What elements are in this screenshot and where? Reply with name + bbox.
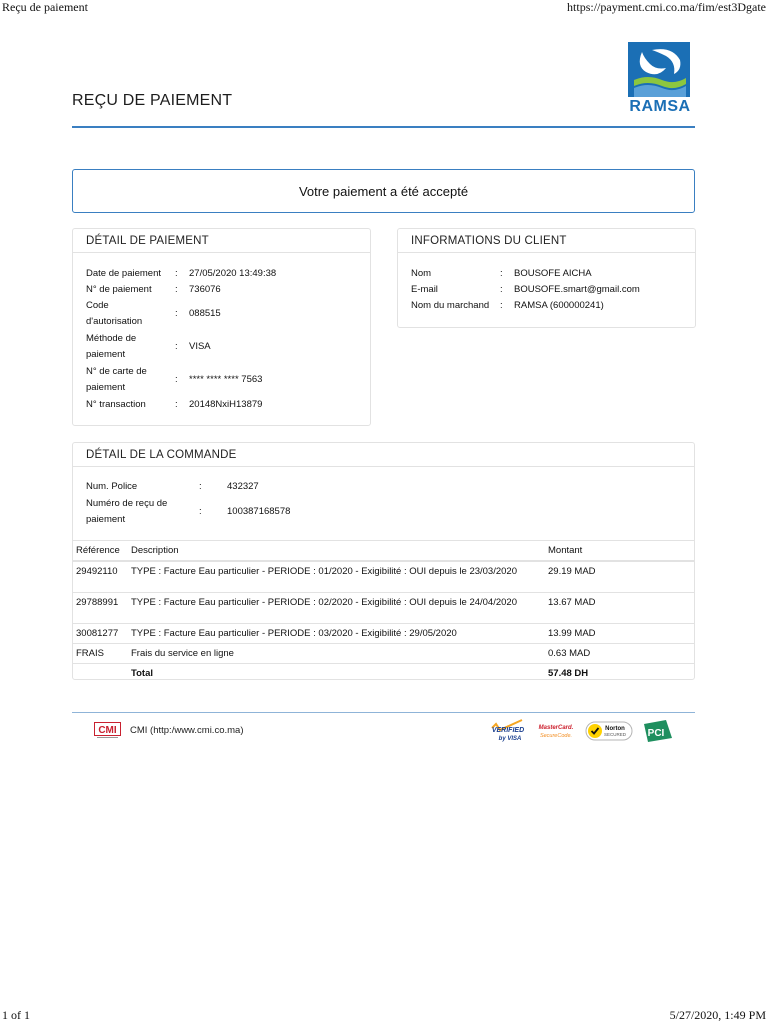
row-label: Num. Police bbox=[86, 481, 138, 492]
row-colon: : bbox=[199, 506, 202, 517]
pci-text: PCI bbox=[647, 728, 665, 739]
print-datetime: 5/27/2020, 1:49 PM bbox=[669, 1008, 766, 1022]
row-label: Nom du marchand bbox=[411, 300, 490, 311]
row-label: Nom bbox=[411, 268, 432, 279]
client-info-list bbox=[411, 266, 691, 318]
row-label-cont: paiement bbox=[86, 382, 126, 393]
cell-amount: 13.67 MAD bbox=[548, 597, 596, 608]
cell-desc: Frais du service en ligne bbox=[131, 648, 234, 659]
row-colon: : bbox=[175, 308, 178, 319]
cmi-link[interactable]: CMI (http:/www.cmi.co.ma) bbox=[130, 725, 244, 736]
client-row-merchant bbox=[411, 298, 691, 314]
order-table bbox=[72, 540, 695, 683]
row-value: 736076 bbox=[189, 284, 221, 295]
order-row-receipt bbox=[86, 496, 386, 528]
row-label: N° de paiement bbox=[86, 284, 152, 295]
ramsa-logo-text: RAMSA bbox=[629, 98, 691, 115]
row-label-cont: paiement bbox=[86, 349, 126, 360]
cell-amount: 13.99 MAD bbox=[548, 628, 596, 639]
cell-amount: 0.63 MAD bbox=[548, 648, 591, 659]
payment-row-method bbox=[86, 331, 366, 363]
mastercard-securecode-badge bbox=[537, 718, 575, 744]
row-value: BOUSOFE.smart@gmail.com bbox=[514, 284, 640, 295]
cell-ref: 29788991 bbox=[76, 597, 119, 608]
securecode-text: SecureCode. bbox=[539, 733, 573, 739]
row-value: RAMSA (600000241) bbox=[514, 300, 604, 311]
payment-row-transaction bbox=[86, 397, 366, 413]
order-detail-title: DÉTAIL DE LA COMMANDE bbox=[73, 443, 694, 467]
payment-row-auth-code bbox=[86, 298, 366, 330]
cell-ref: FRAIS bbox=[76, 648, 104, 659]
by-visa-text: by VISA bbox=[498, 736, 522, 742]
row-label-cont: d'autorisation bbox=[86, 316, 143, 327]
row-colon: : bbox=[175, 341, 178, 352]
total-value: 57.48 DH bbox=[548, 668, 589, 679]
page-title: REÇU DE PAIEMENT bbox=[72, 92, 233, 109]
norton-secured-badge bbox=[585, 718, 633, 744]
table-total-row bbox=[72, 663, 695, 683]
cell-amount: 29.19 MAD bbox=[548, 566, 596, 577]
pci-badge bbox=[642, 718, 674, 744]
mastercard-text: MasterCard. bbox=[538, 725, 574, 731]
row-value: 088515 bbox=[189, 308, 221, 319]
payment-row-date bbox=[86, 266, 366, 282]
footer-divider bbox=[72, 712, 695, 713]
verified-text: VERIFIED bbox=[491, 727, 525, 734]
total-label: Total bbox=[131, 668, 153, 679]
cmi-logo bbox=[94, 722, 121, 739]
table-header-row bbox=[72, 540, 695, 560]
row-value: 432327 bbox=[227, 481, 259, 492]
row-value: **** **** **** 7563 bbox=[189, 374, 263, 385]
norton-text: Norton bbox=[605, 726, 625, 732]
order-info-list bbox=[86, 479, 386, 531]
status-message: Votre paiement a été accepté bbox=[298, 183, 469, 199]
ramsa-logo bbox=[628, 42, 692, 116]
row-colon: : bbox=[500, 268, 503, 279]
table-row bbox=[72, 560, 695, 592]
client-info-title: INFORMATIONS DU CLIENT bbox=[398, 229, 695, 253]
row-label: Méthode de bbox=[86, 333, 137, 344]
cell-desc: TYPE : Facture Eau particulier - PERIODE : 01/2020 - Exigibilité : OUI depuis le 23/03/2020 bbox=[131, 566, 517, 577]
row-value: 20148NxiH13879 bbox=[189, 399, 263, 410]
row-colon: : bbox=[175, 284, 178, 295]
table-row bbox=[72, 643, 695, 663]
row-value: VISA bbox=[189, 341, 211, 352]
col-reference: Référence bbox=[76, 545, 120, 556]
row-value: BOUSOFE AICHA bbox=[514, 268, 592, 279]
client-row-email bbox=[411, 282, 691, 298]
row-colon: : bbox=[175, 268, 178, 279]
order-row-police bbox=[86, 479, 386, 495]
cell-ref: 29492110 bbox=[76, 566, 118, 577]
row-label: Code bbox=[86, 300, 109, 311]
print-title: Reçu de paiement bbox=[2, 0, 88, 14]
secured-text: SECURED bbox=[603, 732, 627, 737]
cell-ref: 30081277 bbox=[76, 628, 119, 639]
row-colon: : bbox=[500, 284, 503, 295]
row-value: 100387168578 bbox=[227, 506, 291, 517]
row-colon: : bbox=[175, 374, 178, 385]
title-divider bbox=[72, 126, 695, 128]
row-label-cont: paiement bbox=[86, 514, 126, 525]
payment-accepted-banner bbox=[72, 169, 695, 213]
print-url: https://payment.cmi.co.ma/fim/est3Dgate bbox=[567, 0, 766, 14]
row-label: N° transaction bbox=[86, 399, 146, 410]
row-colon: : bbox=[175, 399, 178, 410]
col-description: Description bbox=[131, 545, 179, 556]
row-colon: : bbox=[500, 300, 503, 311]
row-label: N° de carte de bbox=[86, 366, 147, 377]
client-info-card bbox=[397, 228, 696, 328]
client-row-name bbox=[411, 266, 691, 282]
row-label: E-mail bbox=[411, 284, 438, 295]
row-label: Numéro de reçu de bbox=[86, 498, 168, 509]
row-value: 27/05/2020 13:49:38 bbox=[189, 268, 277, 279]
payment-detail-card bbox=[72, 228, 371, 426]
payment-detail-list bbox=[86, 266, 366, 416]
col-amount: Montant bbox=[548, 545, 583, 556]
verified-by-visa-badge bbox=[490, 718, 526, 744]
cell-desc: TYPE : Facture Eau particulier - PERIODE : 03/2020 - Exigibilité : 29/05/2020 bbox=[131, 628, 457, 639]
payment-row-number bbox=[86, 282, 366, 298]
cell-desc: TYPE : Facture Eau particulier - PERIODE : 02/2020 - Exigibilité : OUI depuis le 24/04/2020 bbox=[131, 597, 517, 608]
payment-detail-title: DÉTAIL DE PAIEMENT bbox=[73, 229, 370, 253]
table-row bbox=[72, 592, 695, 623]
ramsa-logo-icon bbox=[628, 42, 690, 97]
payment-row-card bbox=[86, 364, 366, 396]
row-label: Date de paiement bbox=[86, 268, 161, 279]
cmi-logo-text: CMI bbox=[98, 725, 117, 736]
print-page: 1 of 1 bbox=[2, 1008, 30, 1022]
print-header bbox=[0, 0, 768, 15]
row-colon: : bbox=[199, 481, 202, 492]
table-row bbox=[72, 623, 695, 643]
print-footer bbox=[0, 1008, 768, 1023]
